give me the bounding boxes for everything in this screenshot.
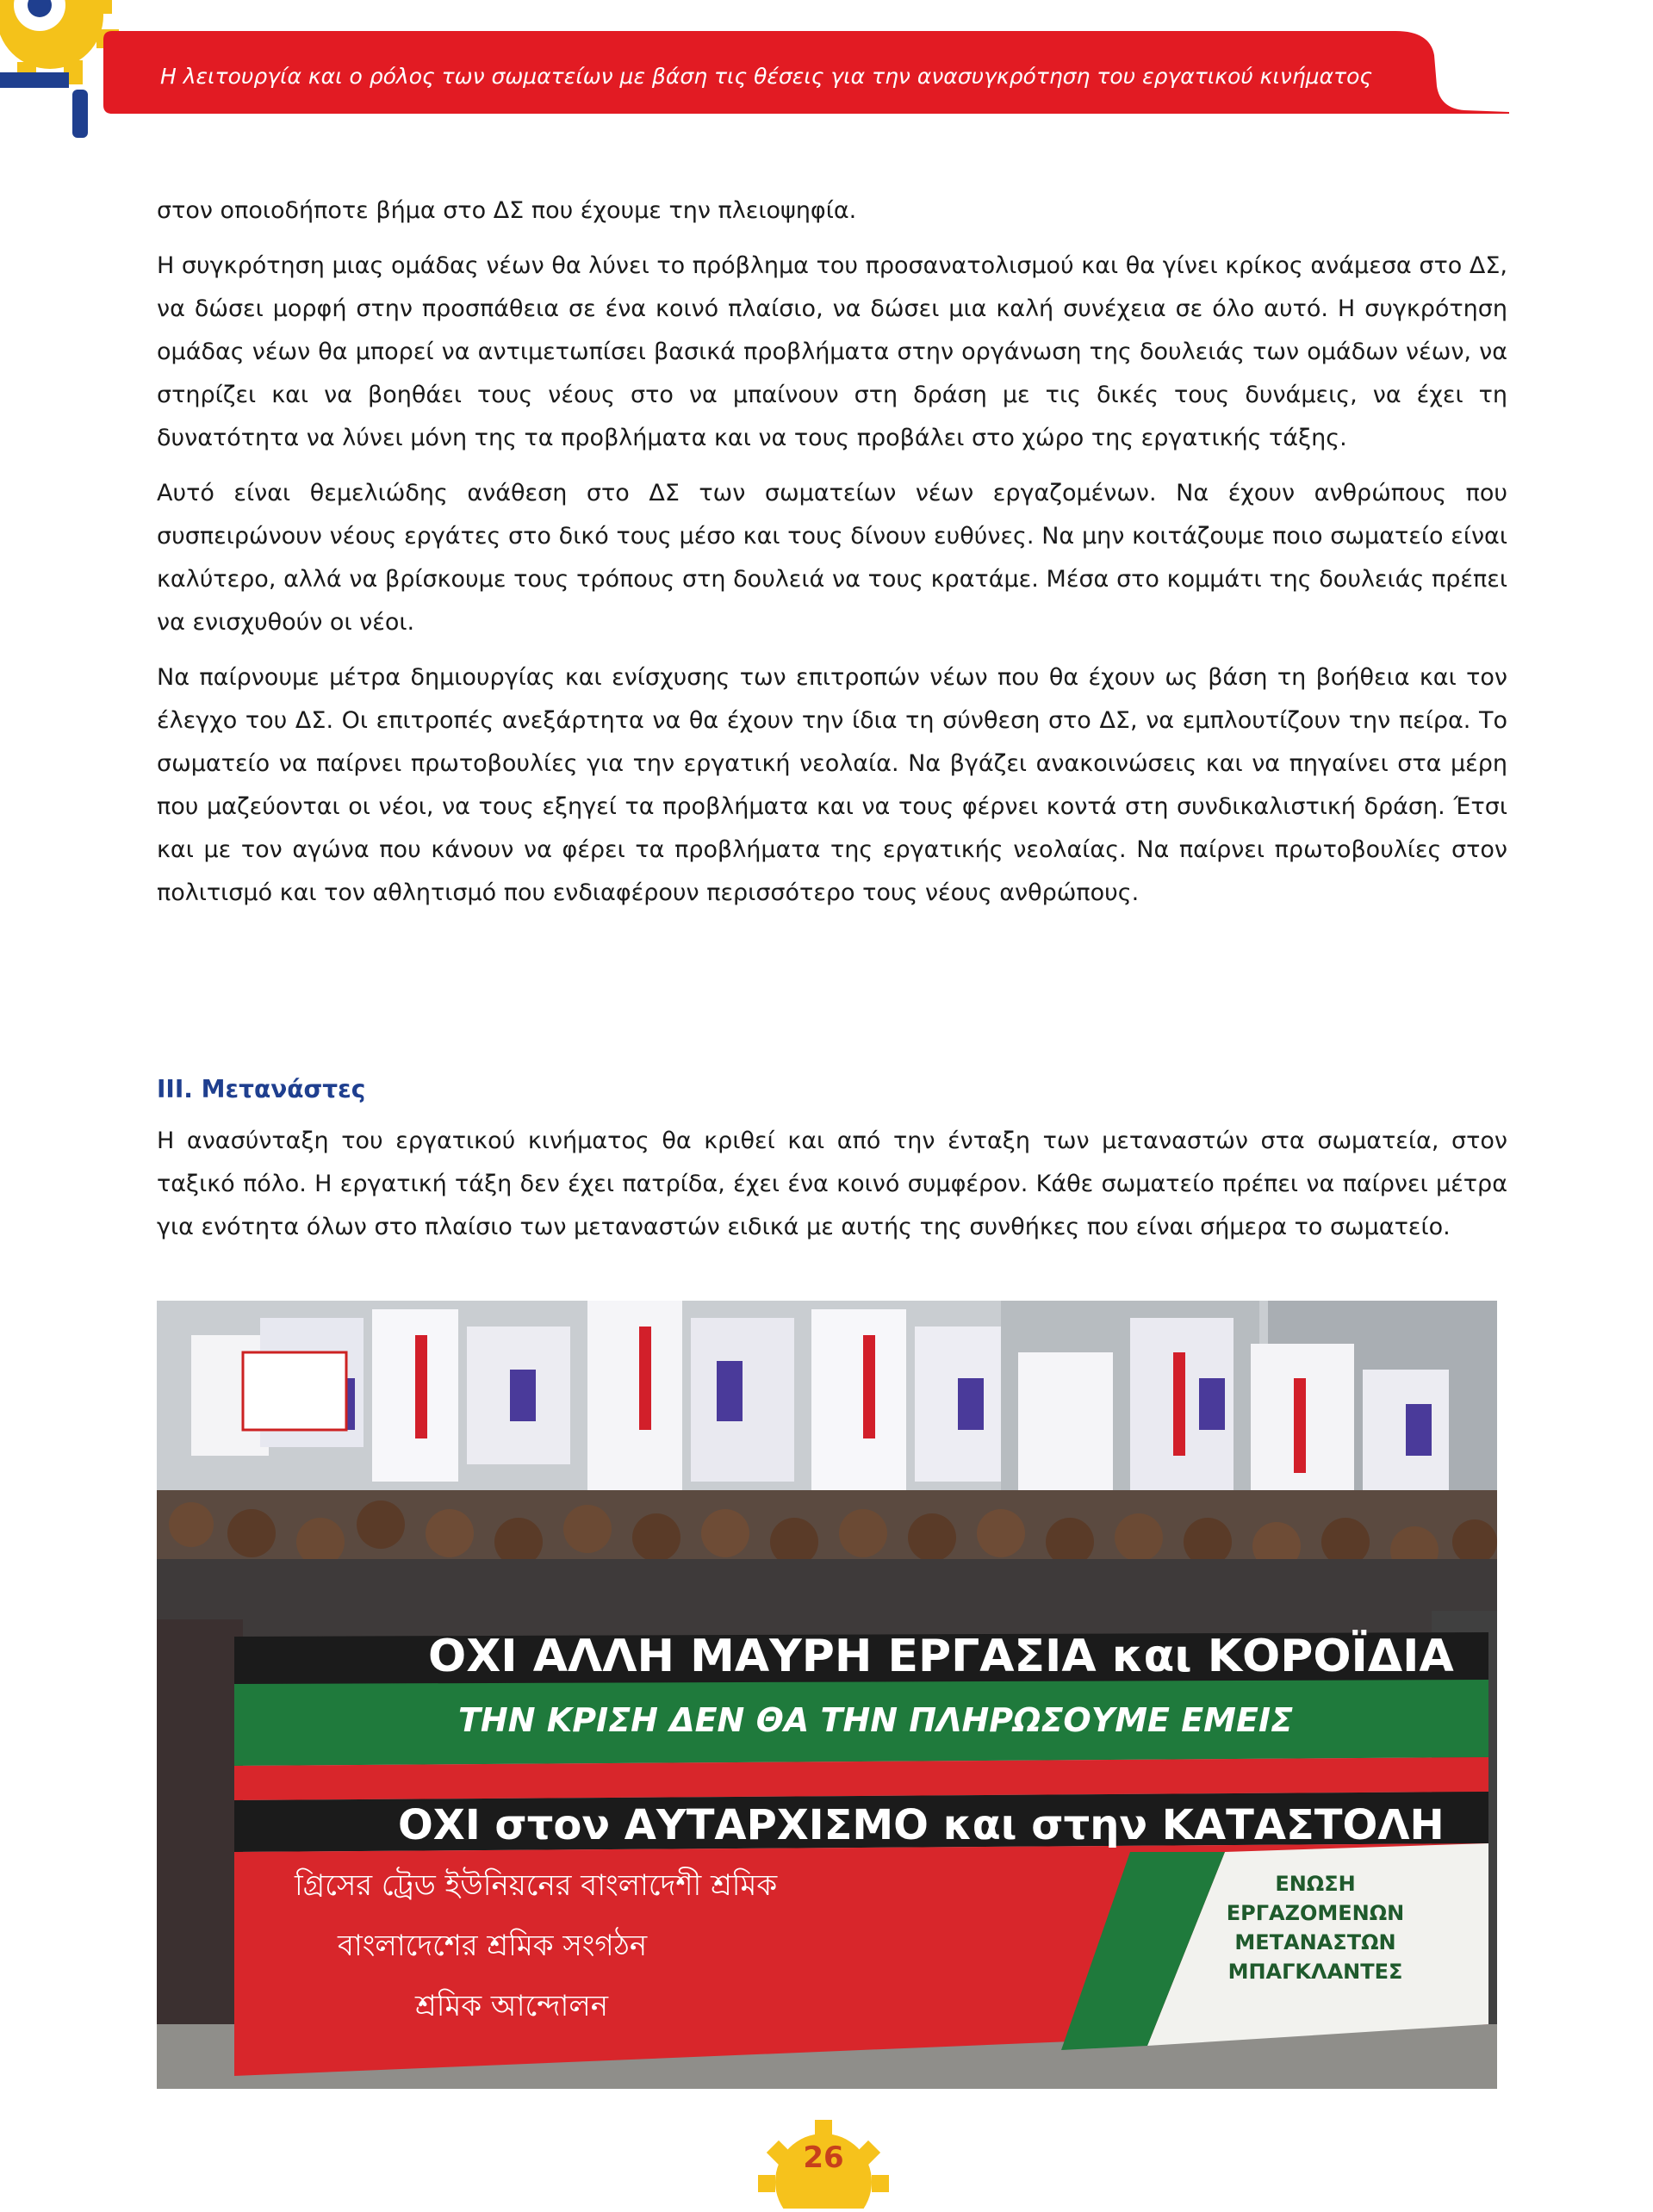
- banner-corner-text: ΕΝΩΣΗ ΕΡΓΑΖΟΜΕΝΩΝ ΜΕΤΑΝΑΣΤΩΝ ΜΠΑΓΚΛΑΝΤΕΣ: [1226, 1872, 1405, 1984]
- banner-bengali-3: শ্রমিক আন্দোলন: [415, 1989, 609, 2023]
- banner-line-3: ΟΧΙ στον ΑΥΤΑΡΧΙΣΜΟ και στην ΚΑΤΑΣΤΟΛΗ: [398, 1801, 1445, 1849]
- page-number: 26: [803, 2141, 844, 2175]
- paragraph: Να παίρνουμε μέτρα δημιουργίας και ενίσχυσης των επιτροπών νέων που θα έχουν ως βάση τη βοήθεια και τον έλεγχο του ΔΣ. Οι επιτροπές ανεξάρτητα να θα έχουν την ίδια τη σύνθεση στο ΔΣ, να εμπλουτίζουν την πείρα. Το σωματείο να παίρνει πρωτοβουλίες για την εργατική νεολαία. Να βγάζει ανακοινώσεις και να πηγαίνει στα μέρη που μαζεύονται οι νέοι, να τους εξηγεί τα προβλήματα και να τους φέρνει κοντά στη συνδικαλιστική δράση. Έτσι και με τον αγώνα που κάνουν να φέρει τα προβλήματα της εργατικής νεολαίας. Να παίρνει πρωτοβουλίες στον πολιτισμό και τον αθλητισμό που ενδιαφέρουν περισσότερο τους νέους ανθρώπους.: [157, 664, 1507, 906]
- section-body: [157, 1120, 1507, 1261]
- banner-bengali-1: গ্রিসের ট্রেড ইউনিয়নের বাংলাদেশী শ্রমিক: [295, 1868, 778, 1903]
- banner-bengali-2: বাংলাদেশের শ্রমিক সংগঠন: [338, 1929, 648, 1963]
- section-heading: ΙΙΙ. Μετανάστες: [157, 1075, 366, 1103]
- header-title: Η λειτουργία και ο ρόλος των σωματείων με βάση τις θέσεις για την ανασυγκρότηση του εργατικού κινήματος: [160, 64, 1373, 89]
- paragraph: Αυτό είναι θεμελιώδης ανάθεση στο ΔΣ των σωματείων νέων εργαζομένων. Να έχουν ανθρώπους που συσπειρώνουν νέους εργάτες στο δικό τους μέσο και τους δίνουν ευθύνες. Να μην κοιτάζουμε ποιο σωματείο είναι καλύτερο, αλλά να βρίσκουμε τους τρόπους στη δουλειά να τους κρατάμε. Μέσα στο κομμάτι της δουλειάς πρέπει να ενισχυθούν οι νέοι.: [157, 480, 1507, 636]
- paragraph: Η συγκρότηση μιας ομάδας νέων θα λύνει το πρόβλημα του προσανατολισμού και θα γίνει κρίκος ανάμεσα στο ΔΣ, να δώσει μορφή στην προσπάθεια σε ένα κοινό πλαίσιο, να δώσει μια καλή συνέχεια σε όλο αυτό. Η συγκρότηση ομάδας νέων θα μπορεί να αντιμετωπίσει βασικά προβλήματα στην οργάνωση της δουλειάς των ομάδων νέων, να στηρίζει και να βοηθάει τους νέους στο να μπαίνουν στη δράση με τις δικές τους δυνάμεις, να έχει τη δυνατότητα να λύνει μόνη της τα προβλήματα και να τους προβάλει στο χώρο της εργατικής τάξης.: [157, 252, 1507, 451]
- paragraph: Η ανασύνταξη του εργατικού κινήματος θα κριθεί και από την ένταξη των μεταναστών στα σωματεία, στον ταξικό πόλο. Η εργατική τάξη δεν έχει πατρίδα, έχει ένα κοινό συμφέρον. Κάθε σωματείο πρέπει να παίρνει μέτρα για ενότητα όλων στο πλαίσιο των μεταναστών ειδικά με αυτής της συνθήκες που είναι σήμερα το σωματείο.: [157, 1128, 1507, 1240]
- demonstration-photo: [157, 1301, 1497, 2089]
- banner-line-1: ΟΧΙ ΑΛΛΗ ΜΑΥΡΗ ΕΡΓΑΣΙΑ και ΚΟΡΟΪΔΙΑ: [428, 1631, 1454, 1682]
- banner-line-2: ΤΗΝ ΚΡΙΣΗ ΔΕΝ ΘΑ ΤΗΝ ΠΛΗΡΩΣΟΥΜΕ ΕΜΕΙΣ: [458, 1701, 1294, 1739]
- body-text: [157, 190, 1507, 927]
- paragraph: στον οποιοδήποτε βήμα στο ΔΣ που έχουμε την πλειοψηφία.: [157, 197, 857, 224]
